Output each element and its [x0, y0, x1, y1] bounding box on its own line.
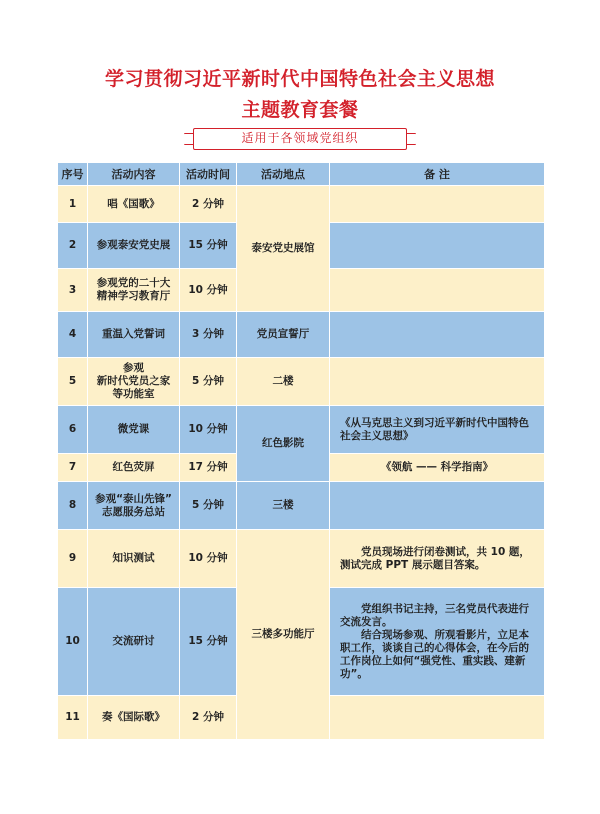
row-time: 2 分钟 [180, 696, 237, 740]
table-row [58, 358, 545, 406]
row-time: 3 分钟 [180, 312, 237, 358]
row-note: 《领航 —— 科学指南》 [330, 454, 545, 482]
row-note [330, 312, 545, 358]
row-note [330, 269, 545, 312]
row-location: 泰安党史展馆 [237, 186, 330, 312]
table-row [58, 530, 545, 588]
row-time: 10 分钟 [180, 269, 237, 312]
header-no: 序号 [58, 163, 88, 186]
row-time: 15 分钟 [180, 223, 237, 269]
row-time: 2 分钟 [180, 186, 237, 223]
row-no: 9 [58, 530, 88, 588]
row-no: 10 [58, 588, 88, 696]
page-title-line2: 主题教育套餐 [241, 99, 359, 121]
table-row [58, 482, 545, 530]
page-title-line1: 学习贯彻习近平新时代中国特色社会主义思想 [104, 68, 495, 90]
row-note [330, 482, 545, 530]
row-content: 知识测试 [88, 530, 180, 588]
table-row [58, 312, 545, 358]
row-content: 参观 新时代党员之家 等功能室 [88, 358, 180, 406]
row-no: 1 [58, 186, 88, 223]
table-row [58, 186, 545, 223]
row-location: 党员宣誓厅 [237, 312, 330, 358]
row-location: 三楼 [237, 482, 330, 530]
row-content: 参观泰安党史展 [88, 223, 180, 269]
row-no: 4 [58, 312, 88, 358]
row-content: 红色荧屏 [88, 454, 180, 482]
header-content: 活动内容 [88, 163, 180, 186]
row-content: 参观党的二十大 精神学习教育厅 [88, 269, 180, 312]
row-no: 6 [58, 406, 88, 454]
row-note [330, 696, 545, 740]
subtitle-ribbon: 适用于各领域党组织 [193, 128, 407, 150]
row-no: 8 [58, 482, 88, 530]
table-header-row [58, 163, 545, 186]
row-no: 11 [58, 696, 88, 740]
row-note [330, 186, 545, 223]
row-time: 10 分钟 [180, 406, 237, 454]
row-content: 参观“泰山先锋” 志愿服务总站 [88, 482, 180, 530]
header-time: 活动时间 [180, 163, 237, 186]
row-no: 7 [58, 454, 88, 482]
row-content: 微党课 [88, 406, 180, 454]
row-note [330, 358, 545, 406]
table-row [58, 406, 545, 454]
row-content: 奏《国际歌》 [88, 696, 180, 740]
row-content: 重温入党誓词 [88, 312, 180, 358]
row-time: 17 分钟 [180, 454, 237, 482]
row-note: 党员现场进行闭卷测试，共 10 题，测试完成 PPT 展示题目答案。 [330, 530, 545, 588]
row-note: 《从马克思主义到习近平新时代中国特色社会主义思想》 [330, 406, 545, 454]
header-location: 活动地点 [237, 163, 330, 186]
row-location: 红色影院 [237, 406, 330, 482]
row-time: 15 分钟 [180, 588, 237, 696]
header-note: 备 注 [330, 163, 545, 186]
row-time: 5 分钟 [180, 358, 237, 406]
row-content: 唱《国歌》 [88, 186, 180, 223]
activity-table [57, 162, 545, 740]
row-no: 5 [58, 358, 88, 406]
row-note [330, 223, 545, 269]
row-location: 二楼 [237, 358, 330, 406]
row-content: 交流研讨 [88, 588, 180, 696]
row-location: 三楼多功能厅 [237, 530, 330, 740]
row-time: 5 分钟 [180, 482, 237, 530]
row-time: 10 分钟 [180, 530, 237, 588]
row-no: 3 [58, 269, 88, 312]
row-note: 党组织书记主持，三名党员代表进行交流发言。 结合现场参观、所观看影片，立足本职工作，谈谈自己的心得体会，在今后的工作岗位上如何“强党性、重实践、建新功”。 [330, 588, 545, 696]
row-no: 2 [58, 223, 88, 269]
